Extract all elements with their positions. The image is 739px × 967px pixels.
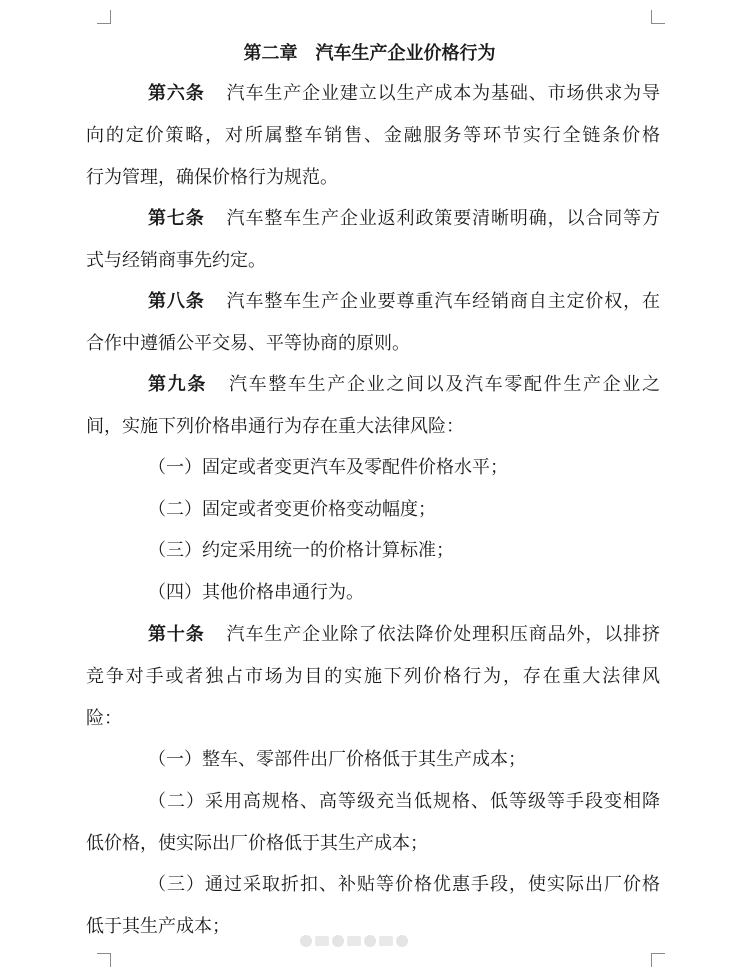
article-10-text-1: 汽车生产企业除了依法降价处理积压商品外，以排挤 bbox=[226, 624, 660, 645]
article-9-text-1: 汽车整车生产企业之间以及汽车零配件生产企业之 bbox=[229, 374, 660, 395]
article-6-line-1 bbox=[148, 81, 660, 107]
article-9-label: 第九条 bbox=[148, 374, 207, 395]
crop-mark-bottom-right bbox=[651, 953, 665, 967]
article-9-line-1 bbox=[148, 372, 660, 398]
article-9-item-3: （三）约定采用统一的价格计算标准； bbox=[148, 540, 454, 561]
article-7-line-2: 式与经销商事先约定。 bbox=[86, 250, 266, 271]
watermark-dot bbox=[364, 935, 376, 947]
crop-mark-top-left bbox=[97, 10, 111, 24]
article-9-item-2: （二）固定或者变更价格变动幅度； bbox=[148, 499, 436, 520]
article-10-item-1: （一）整车、零部件出厂价格低于其生产成本； bbox=[148, 749, 526, 770]
article-10-line-3: 险： bbox=[86, 708, 122, 729]
article-8-line-1 bbox=[148, 289, 660, 315]
chapter-title: 第二章 汽车生产企业价格行为 bbox=[243, 43, 496, 64]
crop-mark-top-right bbox=[651, 10, 665, 24]
article-10-line-2: 竞争对手或者独占市场为目的实施下列价格行为，存在重大法律风 bbox=[86, 666, 660, 687]
article-10-item-3-line-1: （三）通过采取折扣、补贴等价格优惠手段，使实际出厂价格 bbox=[148, 874, 660, 895]
article-6-label: 第六条 bbox=[148, 83, 205, 104]
article-10-line-1 bbox=[148, 622, 660, 648]
watermark-bar bbox=[315, 936, 329, 946]
article-6-text-1: 汽车生产企业建立以生产成本为基础、市场供求为导 bbox=[226, 83, 660, 104]
article-10-item-2-line-2: 低价格，使实际出厂价格低于其生产成本； bbox=[86, 833, 428, 854]
article-8-line-2: 合作中遵循公平交易、平等协商的原则。 bbox=[86, 333, 410, 354]
article-9-item-1: （一）固定或者变更汽车及零配件价格水平； bbox=[148, 457, 508, 478]
watermark-dot bbox=[396, 935, 408, 947]
article-7-label: 第七条 bbox=[148, 208, 205, 229]
article-9-line-2: 间，实施下列价格串通行为存在重大法律风险： bbox=[86, 416, 464, 437]
article-10-item-3-line-2: 低于其生产成本； bbox=[86, 916, 230, 937]
article-7-line-1 bbox=[148, 206, 660, 232]
article-6-line-2: 向的定价策略，对所属整车销售、金融服务等环节实行全链条价格 bbox=[86, 125, 660, 146]
article-7-text-1: 汽车整车生产企业返利政策要清晰明确，以合同等方 bbox=[226, 208, 660, 229]
article-6-line-3: 行为管理，确保价格行为规范。 bbox=[86, 167, 338, 188]
article-8-text-1: 汽车整车生产企业要尊重汽车经销商自主定价权，在 bbox=[226, 291, 660, 312]
watermark-dot bbox=[332, 935, 344, 947]
article-10-item-2-line-1: （二）采用高规格、高等级充当低规格、低等级等手段变相降 bbox=[148, 791, 660, 812]
watermark-bar bbox=[379, 936, 393, 946]
watermark bbox=[300, 935, 435, 947]
watermark-dot bbox=[300, 935, 312, 947]
article-9-item-4: （四）其他价格串通行为。 bbox=[148, 582, 364, 603]
watermark-bar bbox=[347, 936, 361, 946]
article-8-label: 第八条 bbox=[148, 291, 205, 312]
article-10-label: 第十条 bbox=[148, 624, 205, 645]
crop-mark-bottom-left bbox=[97, 953, 111, 967]
